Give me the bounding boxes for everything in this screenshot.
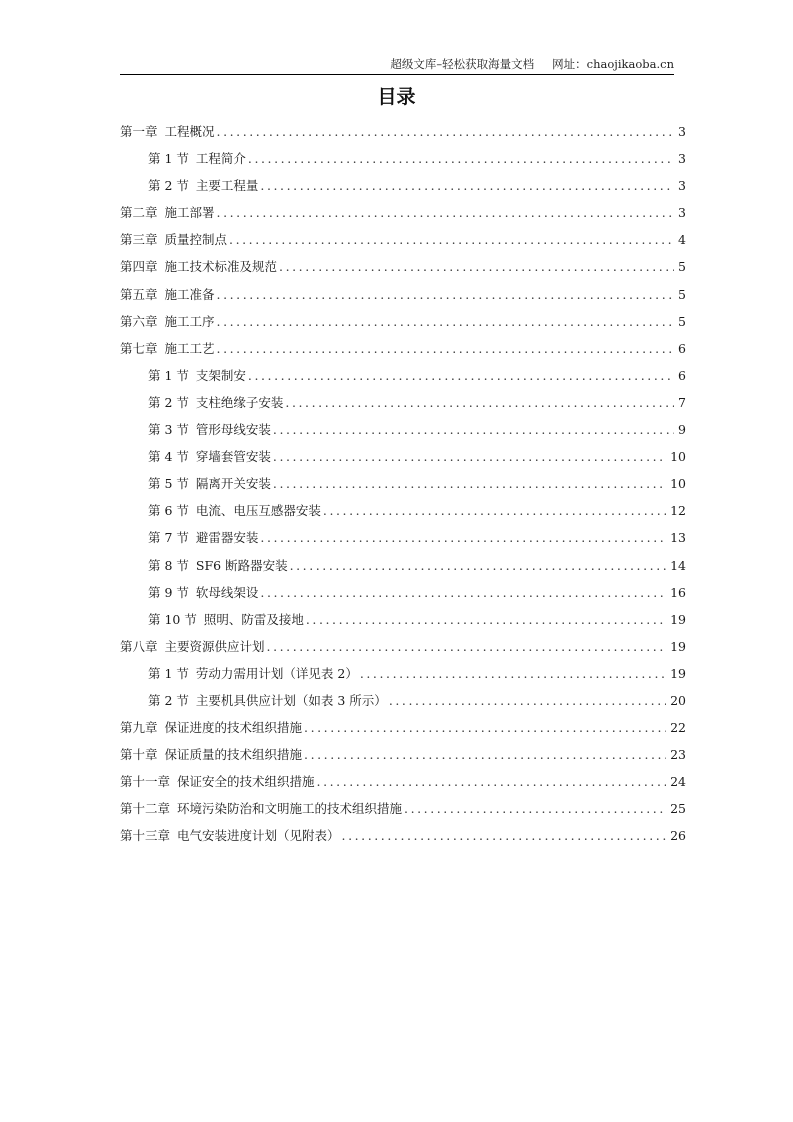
entry-number: 第 1 节 [148, 367, 189, 383]
toc-entry[interactable] [120, 149, 686, 176]
entry-page: 26 [670, 828, 686, 844]
toc-entry[interactable] [120, 664, 686, 691]
entry-page: 12 [670, 503, 686, 519]
page-header [120, 56, 674, 75]
dot-leader [360, 664, 666, 684]
toc-entry[interactable] [120, 393, 686, 420]
entry-title: 隔离开关安装 [195, 476, 271, 492]
entry-number: 第七章 [120, 340, 158, 356]
entry-page: 22 [670, 720, 686, 736]
toc-entry[interactable] [120, 556, 686, 583]
entry-title: 保证质量的技术组织措施 [164, 747, 303, 763]
entry-number: 第五章 [120, 286, 158, 302]
entry-title: 主要机具供应计划（如表 3 所示） [195, 692, 387, 708]
entry-page: 25 [670, 801, 686, 817]
entry-number: 第二章 [120, 205, 158, 221]
dot-leader [342, 826, 667, 846]
toc-entry[interactable] [120, 447, 686, 474]
dot-leader [217, 285, 674, 305]
entry-number: 第 2 节 [148, 692, 189, 708]
toc-entry[interactable] [120, 230, 686, 257]
toc-entry[interactable] [120, 772, 686, 799]
entry-title: 电流、电压互感器安装 [195, 503, 321, 519]
entry-page: 3 [678, 205, 686, 221]
entry-title: 施工准备 [164, 286, 215, 302]
dot-leader [260, 528, 666, 548]
entry-page: 7 [678, 394, 686, 410]
entry-title: 支柱绝缘子安装 [195, 394, 284, 410]
entry-number: 第 7 节 [148, 530, 189, 546]
entry-number: 第十一章 [120, 774, 171, 790]
entry-page: 4 [678, 232, 686, 248]
entry-title: 主要工程量 [195, 178, 259, 194]
dot-leader [273, 447, 666, 467]
dot-leader [389, 691, 666, 711]
entry-number: 第 1 节 [148, 665, 189, 681]
entry-title: 避雷器安装 [195, 530, 259, 546]
entry-title: 环境污染防治和文明施工的技术组织措施 [177, 801, 403, 817]
dot-leader [404, 799, 666, 819]
toc-entry[interactable] [120, 257, 686, 284]
toc-entry[interactable] [120, 799, 686, 826]
toc-entry[interactable] [120, 312, 686, 339]
entry-number: 第 9 节 [148, 584, 189, 600]
toc-entry[interactable] [120, 474, 686, 501]
entry-number: 第 4 节 [148, 449, 189, 465]
dot-leader [260, 176, 674, 196]
dot-leader [267, 637, 667, 657]
dot-leader [260, 583, 666, 603]
entry-number: 第十章 [120, 747, 158, 763]
entry-title: SF6 断路器安装 [195, 557, 288, 573]
entry-title: 支架制安 [195, 367, 246, 383]
entry-title: 工程概况 [164, 124, 215, 139]
toc-entry[interactable] [120, 122, 686, 149]
entry-page: 20 [670, 692, 686, 708]
toc-entry[interactable] [120, 339, 686, 366]
dot-leader [217, 203, 674, 223]
entry-page: 10 [670, 476, 686, 492]
entry-page: 9 [678, 422, 686, 438]
toc-title: 目录 [377, 86, 416, 108]
entry-number: 第十三章 [120, 828, 171, 844]
entry-page: 19 [670, 638, 686, 654]
entry-title: 管形母线安装 [195, 422, 271, 438]
dot-leader [317, 772, 667, 792]
toc-entry[interactable] [120, 501, 686, 528]
toc-entry[interactable] [120, 583, 686, 610]
entry-page: 23 [670, 747, 686, 763]
entry-number: 第一章 [120, 124, 158, 139]
entry-page: 3 [678, 124, 686, 139]
entry-title: 质量控制点 [164, 232, 228, 248]
dot-leader [217, 339, 674, 359]
dot-leader [248, 149, 674, 169]
entry-title: 施工部署 [164, 205, 215, 221]
dot-leader [217, 122, 674, 142]
entry-number: 第六章 [120, 313, 158, 329]
entry-title: 电气安装进度计划（见附表） [177, 828, 340, 844]
entry-number: 第 10 节 [148, 611, 197, 627]
toc-entry[interactable] [120, 285, 686, 312]
entry-title: 软母线架设 [195, 584, 259, 600]
toc-entry[interactable] [120, 745, 686, 772]
dot-leader [273, 474, 666, 494]
entry-page: 19 [670, 665, 686, 681]
entry-page: 6 [678, 340, 686, 356]
dot-leader [304, 718, 666, 738]
site-name: 超级文库–轻松获取海量文档 [390, 57, 535, 71]
entry-page: 3 [678, 178, 686, 194]
entry-title: 施工工艺 [164, 340, 215, 356]
entry-page: 16 [670, 584, 686, 600]
entry-page: 3 [678, 151, 686, 167]
dot-leader [229, 230, 674, 250]
entry-number: 第 3 节 [148, 422, 189, 438]
dot-leader [217, 312, 674, 332]
entry-title: 施工工序 [164, 313, 215, 329]
entry-title: 保证进度的技术组织措施 [164, 720, 303, 736]
entry-title: 照明、防雷及接地 [203, 611, 304, 627]
entry-number: 第 8 节 [148, 557, 189, 573]
dot-leader [285, 393, 674, 413]
entry-page: 13 [670, 530, 686, 546]
dot-leader [273, 420, 674, 440]
entry-number: 第 2 节 [148, 178, 189, 194]
dot-leader [279, 257, 674, 277]
dot-leader [304, 745, 666, 765]
toc-entry[interactable] [120, 826, 686, 853]
entry-page: 19 [670, 611, 686, 627]
entry-page: 14 [670, 557, 686, 573]
entry-number: 第 1 节 [148, 151, 189, 167]
entry-title: 劳动力需用计划（详见表 2） [195, 665, 358, 681]
site-url: 网址：chaojikaoba.cn [552, 57, 674, 71]
entry-page: 24 [670, 774, 686, 790]
table-of-contents [120, 122, 686, 854]
entry-number: 第八章 [120, 638, 158, 654]
toc-entry[interactable] [120, 203, 686, 230]
entry-page: 5 [678, 286, 686, 302]
entry-number: 第三章 [120, 232, 158, 248]
dot-leader [323, 501, 666, 521]
entry-number: 第十二章 [120, 801, 171, 817]
toc-entry[interactable] [120, 366, 686, 393]
entry-title: 穿墙套管安装 [195, 449, 271, 465]
dot-leader [306, 610, 666, 630]
toc-entry[interactable] [120, 528, 686, 555]
dot-leader [290, 556, 667, 576]
entry-number: 第四章 [120, 259, 158, 275]
entry-number: 第 6 节 [148, 503, 189, 519]
entry-page: 5 [678, 259, 686, 275]
entry-page: 10 [670, 449, 686, 465]
entry-title: 工程简介 [195, 151, 246, 167]
entry-number: 第九章 [120, 720, 158, 736]
toc-entry[interactable] [120, 718, 686, 745]
entry-page: 6 [678, 367, 686, 383]
toc-entry[interactable] [120, 176, 686, 203]
entry-title: 保证安全的技术组织措施 [177, 774, 315, 790]
entry-number: 第 2 节 [148, 394, 189, 410]
toc-entry[interactable] [120, 610, 686, 637]
toc-entry[interactable] [120, 691, 686, 718]
toc-entry[interactable] [120, 420, 686, 447]
entry-title: 主要资源供应计划 [164, 638, 265, 654]
dot-leader [248, 366, 674, 386]
toc-entry[interactable] [120, 637, 686, 664]
entry-page: 5 [678, 313, 686, 329]
entry-number: 第 5 节 [148, 476, 189, 492]
entry-title: 施工技术标准及规范 [164, 259, 278, 275]
